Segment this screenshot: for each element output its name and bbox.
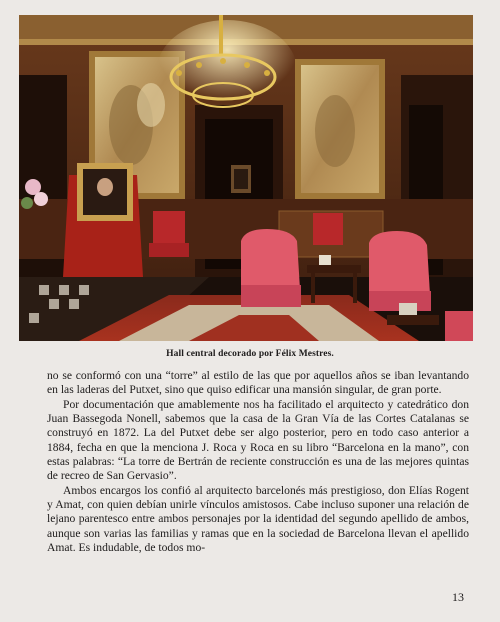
photo-caption: Hall central decorado por Félix Mestres.: [166, 349, 334, 359]
page-number: 13: [452, 590, 464, 604]
paragraph-continuation: no se conformó con una “torre” al estilo de las que por aquellos años se iban levantando en las laderas del Putxet, sino que quiso edificar una mansión singular, de gran porte.: [47, 369, 469, 397]
hall-photo-illustration: [19, 15, 473, 341]
body-text: [47, 369, 469, 555]
hall-photograph: [19, 15, 473, 341]
paragraph-documentation: Por documentación que amablemente nos ha facilitado el arquitecto y catedrático don Juan Bassegoda Nonell, sabemos que la casa de la Gran Vía de las Cortes Catalanas se construyó en 1872. La del Putxet debe ser algo posterior, pero en todo caso anterior a 1884, fecha en que la menciona J. Roca y Roca en su libro “Barcelona en la mano”, con estas palabras: “La torre de Bertrán de reciente construcción es una de las mejores quintas de recreo de San Gervasio”.: [47, 397, 469, 483]
paragraph-architect: Ambos encargos los confió al arquitecto barcelonés más prestigioso, don Elías Rogent y Amat, con quien debían unirle vínculos amistosos. Cabe incluso suponer una relación de lejano parentesco entre ambos personajes por la identidad del segundo apellido de ambos, aunque son varias las familias y ramas que en la sociedad de Barcelona llevan el apellido Amat. Es indudable, de todos mo-: [47, 483, 469, 555]
